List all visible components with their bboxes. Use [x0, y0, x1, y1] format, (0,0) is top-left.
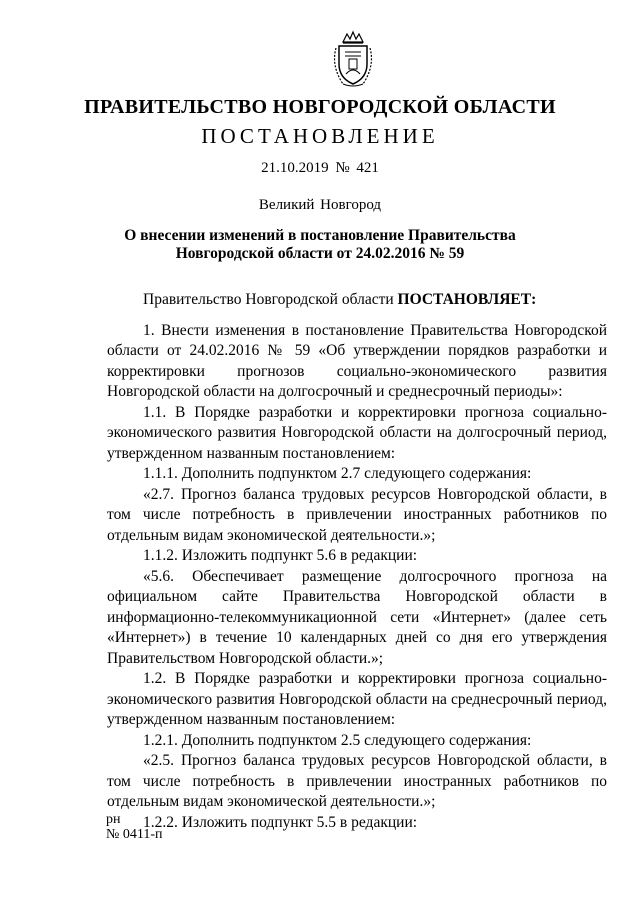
paragraph: «2.5. Прогноз баланса трудовых ресурсов Новгородской области, в том числе потребность в привлечении иностранных работников по отдельным видам экономической деятельности.»; [107, 752, 607, 810]
footer-note [106, 812, 163, 842]
document-type: ПОСТАНОВЛЕНИЕ [201, 124, 439, 148]
intro-text: Правительство Новгородской области [143, 291, 398, 308]
paragraph: 1.2. В Порядке разработки и корректировки прогноза социально-экономического развития Новгородской области на среднесрочный период, утвержденном названным постановлением: [107, 670, 607, 728]
paragraph: 1.1.2. Изложить подпункт 5.6 в редакции: [143, 547, 418, 564]
coat-of-arms-emblem [329, 30, 377, 88]
document-date-number: 21.10.2019 № 421 [261, 160, 379, 176]
footer-initials: рн [106, 812, 121, 827]
government-title: ПРАВИТЕЛЬСТВО НОВГОРОДСКОЙ ОБЛАСТИ [84, 96, 556, 118]
document-place: Великий Новгород [258, 197, 382, 213]
intro-paragraph [107, 290, 607, 311]
paragraph: «2.7. Прогноз баланса трудовых ресурсов Новгородской области, в том числе потребность в привлечении иностранных работников по отдельным видам экономической деятельности.»; [107, 485, 607, 544]
paragraph: 1. Внести изменения в постановление Правительства Новгородской области от 24.02.2016 № 59 «Об утверждении порядков разработки и корректировки прогнозов социально-экономического развития Новгородской области на долгосрочный и среднесрочный периоды»: [107, 321, 607, 400]
footer-doc-code: № 0411-п [106, 827, 163, 842]
subject-line: О внесении изменений в постановление Правительства [124, 227, 516, 244]
document-body [107, 290, 607, 833]
paragraph: 1.2.2. Изложить подпункт 5.5 в редакции: [143, 813, 418, 831]
paragraph: 1.2.1. Дополнить подпунктом 2.5 следующего содержания: [143, 731, 532, 749]
subject-line: Новгородской области от 24.02.2016 № 59 [175, 245, 465, 262]
paragraph: 1.1. В Порядке разработки и корректировки прогноза социально-экономического развития Новгородской области на долгосрочный период, утвержденном названным постановлением: [107, 403, 607, 462]
paragraph: «5.6. Обеспечивает размещение долгосрочного прогноза на официальном сайте Правительства Новгородской области в информационно-телекоммуникационной сети «Интернет» (далее сеть «Интернет») в течение 10 календарных дней со дня его утверждения Правительством Новгородской области.»; [107, 567, 607, 667]
document-subject [100, 227, 540, 263]
paragraph: 1.1.1. Дополнить подпунктом 2.7 следующего содержания: [143, 465, 532, 482]
intro-bold-text: ПОСТАНОВЛЯЕТ: [397, 291, 537, 308]
